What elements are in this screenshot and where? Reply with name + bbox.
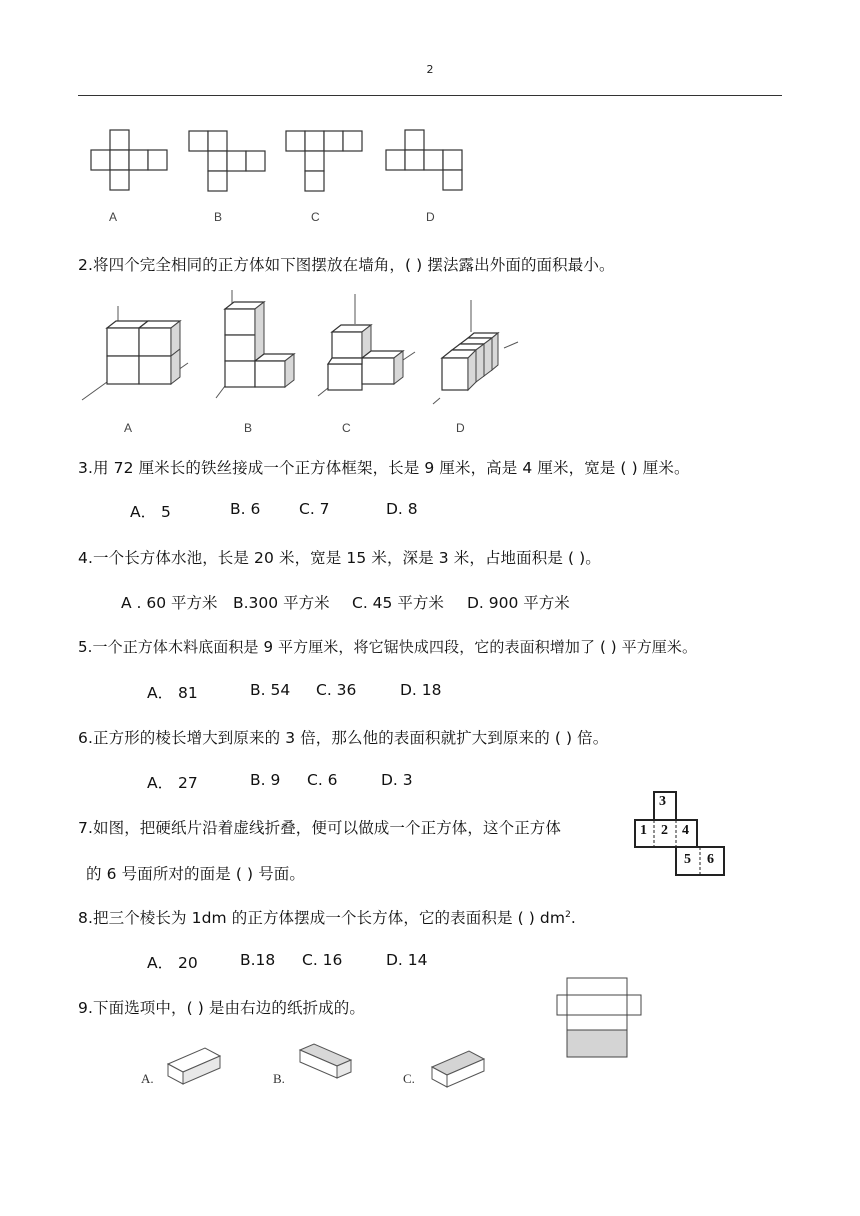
q6-option-c: C. 6 [307,771,338,789]
q5-option-a: A． 81 [147,684,198,702]
q2-label-b: B [244,421,253,435]
q9-label-a: A. [141,1071,154,1086]
q7-cube-net [634,791,730,879]
q3-option-d: D. 8 [386,500,418,518]
q1-label-d: D [426,210,435,224]
q2-figure-b [212,288,312,398]
q3-option-b: B. 6 [230,500,261,518]
page-number: 2 [426,63,434,76]
q6-option-b: B. 9 [250,771,281,789]
q2-label-d: D [456,421,465,435]
q8-option-b: B.18 [240,951,276,969]
q9-box-b [298,1044,358,1088]
q4-text: 4.一个长方体水池，长是 20 米，宽是 15 米，深是 3 米，占地面积是 ( )。 [78,549,601,567]
q1-net-d [386,130,466,192]
q5-option-b: B. 54 [250,681,291,699]
q2-figure-d [430,296,530,406]
q8-text-tail: . [570,909,576,927]
q4-option-b: B.300 平方米 [233,594,330,612]
net-face-4: 4 [682,823,689,838]
net-face-5: 5 [684,852,691,867]
q3-text: 3.用 72 厘米长的铁丝接成一个正方体框架，长是 9 厘米，高是 4 厘米，宽是 ( ) 厘米。 [78,459,690,477]
q3-option-a: A． 5 [130,503,171,521]
q6-option-d: D. 3 [381,771,413,789]
q3-option-c: C. 7 [299,500,330,518]
q6-option-a: A． 27 [147,774,198,792]
q9-text: 9.下面选项中，( ) 是由右边的纸折成的。 [78,999,365,1017]
q9-label-b: B. [273,1071,285,1086]
q4-option-c: C. 45 平方米 [352,594,444,612]
q2-figure-a [80,300,190,410]
q2-label-c: C [342,421,351,435]
q9-paper-net [556,977,646,1059]
q7-text-line1: 7.如图，把硬纸片沿着虚线折叠，便可以做成一个正方体，这个正方体 [78,819,561,837]
q9-label-c: C. [403,1071,415,1086]
q1-net-c [286,131,366,193]
q9-box-a [165,1042,225,1086]
net-face-2: 2 [661,823,668,838]
q1-label-c: C [311,210,320,224]
q8-text-main: 8.把三个棱长为 1dm 的正方体摆成一个长方体，它的表面积是 ( ) dm [78,909,566,927]
q8-option-c: C. 16 [302,951,343,969]
net-face-3: 3 [659,794,666,809]
q1-net-a [90,130,170,192]
q8-superscript: 2 [565,909,571,920]
q8-option-d: D. 14 [386,951,428,969]
q2-figure-c [318,290,418,400]
q4-option-a: A . 60 平方米 [121,594,218,612]
q2-text: 2.将四个完全相同的正方体如下图摆放在墙角，( ) 摆法露出外面的面积最小。 [78,256,615,274]
q8-text [78,906,576,928]
net-face-6: 6 [707,852,714,867]
q8-option-a: A． 20 [147,954,198,972]
q5-text: 5.一个正方体木料底面积是 9 平方厘米，将它锯快成四段，它的表面积增加了 ( ) 平方厘米。 [78,638,698,656]
q2-label-a: A [124,421,133,435]
q5-option-c: C. 36 [316,681,357,699]
q1-label-b: B [214,210,223,224]
q1-net-b [189,131,269,193]
q4-option-d: D. 900 平方米 [467,594,570,612]
q1-label-a: A [109,210,118,224]
q6-text: 6.正方形的棱长增大到原来的 3 倍，那么他的表面积就扩大到原来的 ( ) 倍。 [78,729,609,747]
net-face-1: 1 [640,823,647,838]
q7-text-line2: 的 6 号面所对的面是 ( ) 号面。 [86,865,305,883]
q9-box-c [429,1045,489,1089]
q5-option-d: D. 18 [400,681,442,699]
header-rule [78,95,782,96]
